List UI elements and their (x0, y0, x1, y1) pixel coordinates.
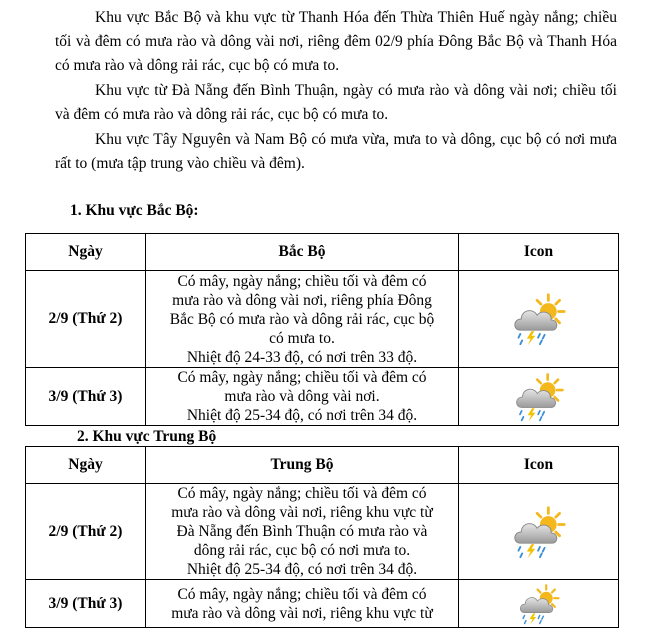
bac-bo-forecast-table (25, 233, 619, 426)
column-header-region: Trung Bộ (146, 447, 459, 484)
row-day: 3/9 (Thứ 3) (26, 580, 146, 628)
thunderstorm-sun-icon (513, 371, 565, 423)
description-line: dông rải rác, cục bộ có nơi mưa to. (193, 542, 411, 559)
thunderstorm-sun-icon (511, 291, 567, 347)
description-line: Nhiệt độ 24-33 độ, có nơi trên 33 độ. (186, 348, 418, 366)
row-icon-cell (459, 368, 619, 426)
description-line: Có mây, ngày nắng; chiều tối và đêm có (177, 272, 427, 290)
row-icon-cell (459, 271, 619, 368)
row-description (146, 271, 459, 368)
description-line: Có mây, ngày nắng; chiều tối và đêm có (177, 585, 427, 603)
description-line: Có mây, ngày nắng; chiều tối và đêm có (177, 369, 427, 386)
column-header-day: Ngày (26, 234, 146, 271)
table-header-row (26, 447, 619, 484)
description-line: Có mây, ngày nắng; chiều tối và đêm có (177, 485, 427, 502)
description-line: Nhiệt độ 25-34 độ, có nơi trên 34 độ. (186, 407, 418, 424)
row-description (146, 368, 459, 426)
section-heading-trung-bo: 2. Khu vực Trung Bộ (77, 428, 217, 445)
description-line: Bắc Bộ có mưa rào và dông rải rác, cục bộ (169, 310, 435, 328)
description-line: mưa rào và dông vài nơi, riêng phía Đông (172, 291, 432, 309)
table-row (26, 368, 619, 426)
table-header-row (26, 234, 619, 271)
trung-bo-forecast-table (25, 446, 619, 628)
description-line: mưa rào và dông vài nơi, riêng khu vực từ (171, 504, 433, 521)
description-line: có mưa to. (269, 329, 335, 347)
column-header-day: Ngày (26, 447, 146, 484)
description-line: Đà Nẵng đến Bình Thuận có mưa rào và (176, 523, 428, 540)
column-header-icon: Icon (459, 234, 619, 271)
row-day: 3/9 (Thứ 3) (26, 368, 146, 426)
row-icon-cell (459, 484, 619, 580)
row-day: 2/9 (Thứ 2) (26, 484, 146, 580)
row-description (146, 580, 459, 628)
description-line: mưa rào và dông vài nơi, riêng khu vực từ (171, 604, 433, 622)
section-heading-bac-bo: 1. Khu vực Bắc Bộ: (70, 202, 199, 219)
intro-paragraph-3: Khu vực Tây Nguyên và Nam Bộ có mưa vừa, mưa to và dông, cục bộ có nơi mưa rất to (mưa tập trung vào chiều và đêm). (55, 131, 617, 172)
row-icon-cell (459, 580, 619, 628)
description-line: Nhiệt độ 25-34 độ, có nơi trên 34 độ. (186, 561, 418, 578)
thunderstorm-sun-icon (511, 504, 567, 560)
thunderstorm-sun-icon (514, 582, 564, 626)
description-line: mưa rào và dông vài nơi. (224, 388, 380, 405)
table-row (26, 484, 619, 580)
column-header-icon: Icon (459, 447, 619, 484)
intro-paragraph-1: Khu vực Bắc Bộ và khu vực từ Thanh Hóa đến Thừa Thiên Huế ngày nắng; chiều tối và đêm có mưa rào và dông vài nơi, riêng đêm 02/9 phía Đông Bắc Bộ và Thanh Hóa có mưa rào và dông rải rác, cục bộ có mưa to. (55, 9, 617, 74)
row-day: 2/9 (Thứ 2) (26, 271, 146, 368)
row-description (146, 484, 459, 580)
intro-paragraph-2: Khu vực từ Đà Nẵng đến Bình Thuận, ngày có mưa rào và dông vài nơi; chiều tối và đêm có mưa rào và dông rải rác, cục bộ có mưa to. (55, 82, 617, 123)
column-header-region: Bắc Bộ (146, 234, 459, 271)
table-row (26, 580, 619, 628)
table-row (26, 271, 619, 368)
